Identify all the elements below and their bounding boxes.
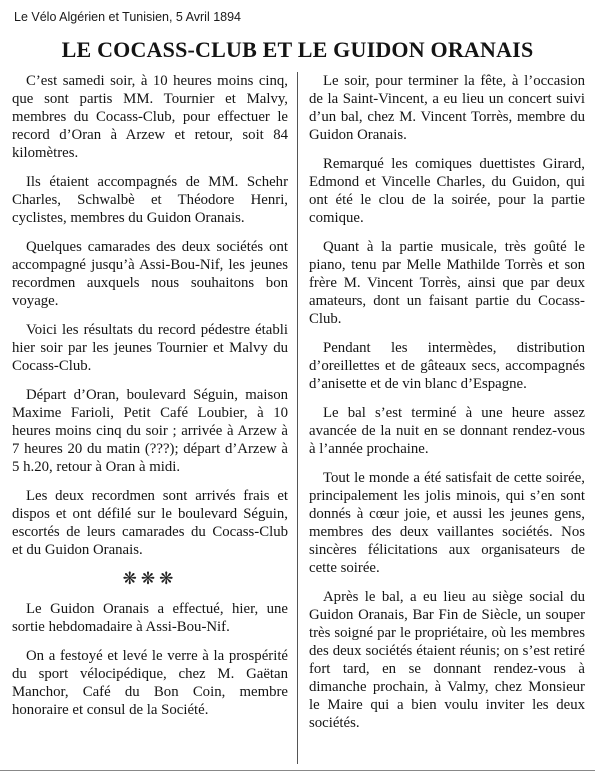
source-line: Le Vélo Algérien et Tunisien, 5 Avril 1894 — [14, 10, 242, 24]
paragraph: Après le bal, a eu lieu au siège social du Guidon Oranais, Bar Fin de Siècle, un souper très soigné par le propriétaire, où les membres des deux sociétés étaient réunis; on s’est retiré fort tard, en se donnant rendez-vous à dimanche prochain, à Valmy, chez Monsieur le Maire qui a bien voulu inviter les deux sociétés. — [309, 589, 585, 731]
right-column — [309, 72, 585, 743]
paragraph: Ils étaient accompagnés de MM. Schehr Charles, Schwalbè et Théodore Henri, cyclistes, membres du Guidon Oranais. — [12, 174, 288, 226]
article-headline: LE COCASS-CLUB ET LE GUIDON ORANAIS — [61, 37, 534, 62]
paragraph: Quant à la partie musicale, très goûté le piano, tenu par Melle Mathilde Torrès et son frère M. Vincent Torrès, ainsi que par deux amateurs, dont un faisant partie du Cocass-Club. — [309, 239, 585, 327]
paragraph: On a festoyé et levé le verre à la prospérité du sport vélocipédique, chez M. Gaëtan Manchor, Café du Bon Coin, membre honoraire et consul de la Société. — [12, 648, 288, 718]
paragraph: C’est samedi soir, à 10 heures moins cinq, que sont partis MM. Tournier et Malvy, membres du Cocass-Club, pour effectuer le record d’Oran à Arzew et retour, soit 84 kilomètres. — [12, 73, 288, 161]
column-divider — [297, 72, 298, 764]
paragraph: Le soir, pour terminer la fête, à l’occasion de la Saint-Vincent, a eu lieu un concert suivi d’un bal, chez M. Vincent Torrès, membre du Guidon Oranais. — [309, 73, 585, 143]
paragraph: Le bal s’est terminé à une heure assez avancée de la nuit en se donnant rendez-vous à l’année prochaine. — [309, 405, 585, 457]
paragraph: Départ d’Oran, boulevard Séguin, maison Maxime Farioli, Petit Café Loubier, à 10 heures moins cinq du soir ; arrivée à Arzew à 7 heures 20 du matin (???); départ d’Arzew à 5 h.20, retour à Oran à midi. — [12, 387, 288, 475]
left-column — [12, 72, 288, 730]
paragraph: Le Guidon Oranais a effectué, hier, une sortie hebdomadaire à Assi-Bou-Nif. — [12, 601, 288, 635]
section-separator: ❋❋❋ — [122, 569, 178, 588]
paragraph: Remarqué les comiques duettistes Girard, Edmond et Vincelle Charles, du Guidon, qui ont été le clou de la soirée, pour la partie comique. — [309, 156, 585, 226]
paragraph: Les deux recordmen sont arrivés frais et dispos et ont défilé sur le boulevard Séguin, escortés de leurs camarades du Cocass-Club et du Guidon Oranais. — [12, 488, 288, 558]
paragraph: Pendant les intermèdes, distribution d’oreillettes et de gâteaux secs, accompagnés d’anisette et de vin blanc d’Espagne. — [309, 340, 585, 392]
paragraph: Tout le monde a été satisfait de cette soirée, principalement les jolis minois, qui s’en sont donnés à cœur joie, et aussi les jeunes gens, membres des deux vaillantes sociétés. Nos sincères félicitations aux organisateurs de cette soirée. — [309, 470, 585, 576]
paragraph: Voici les résultats du record pédestre établi hier soir par les jeunes Tournier et Malvy du Cocass-Club. — [12, 322, 288, 374]
paragraph: Quelques camarades des deux sociétés ont accompagné jusqu’à Assi-Bou-Nif, les jeunes recordmen auxquels nous souhaitons bon voyage. — [12, 239, 288, 309]
